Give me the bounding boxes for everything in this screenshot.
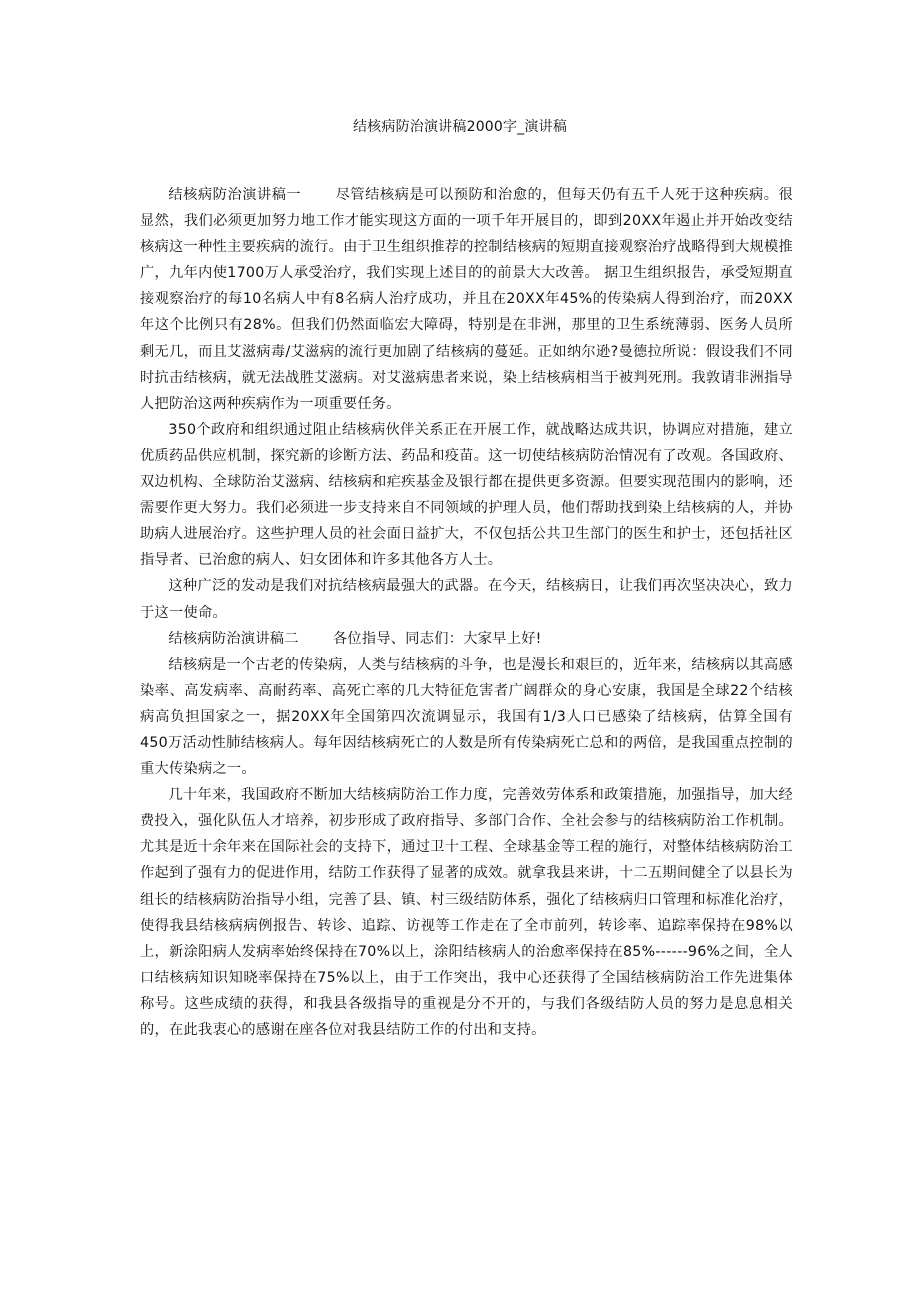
paragraph-6 xyxy=(140,782,793,1043)
section-heading-1: 结核病防治演讲稿一 xyxy=(168,187,302,203)
paragraph-2 xyxy=(140,417,793,574)
section-heading-2: 结核病防治演讲稿二 xyxy=(168,630,299,647)
paragraph-3-text: 这种广泛的发动是我们对抗结核病最强大的武器。在今天，结核病日，让我们再次坚决决心，致力于这一使命。 xyxy=(140,578,793,621)
paragraph-4 xyxy=(140,626,793,652)
paragraph-5 xyxy=(140,652,793,782)
document-title: 结核病防治演讲稿2000字_演讲稿 xyxy=(352,119,568,135)
paragraph-2-text: 350个政府和组织通过阻止结核病伙伴关系正在开展工作，就战略达成共识，协调应对措施，建立优质药品供应机制，探究新的诊断方法、药品和疫苗。这一切使结核病防治情况有了改观。各国政府、双边机构、全球防治艾滋病、结核病和疟疾基金及银行都在提供更多资源。但要实现范围内的影响，还需要作更大努力。我们必须进一步支持来自不同领域的护理人员，他们帮助找到染上结核病的人，并协助病人进展治疗。这些护理人员的社会面日益扩大，不仅包括公共卫生部门的医生和护士，还包括社区指导者、已治愈的病人、妇女团体和许多其他各方人士。 xyxy=(140,421,793,569)
paragraph-5-text: 结核病是一个古老的传染病，人类与结核病的斗争，也是漫长和艰巨的，近年来，结核病以其高感染率、高发病率、高耐药率、高死亡率的几大特征危害者广阔群众的身心安康，我国是全球22个结核病高负担国家之一，据20XX年全国第四次流调显示，我国有1/3人口已感染了结核病，估算全国有450万活动性肺结核病人。每年因结核病死亡的人数是所有传染病死亡总和的两倍，是我国重点控制的重大传染病之一。 xyxy=(140,656,793,778)
paragraph-1-text: 尽管结核病是可以预防和治愈的，但每天仍有五千人死于这种疾病。很显然，我们必须更加努力地工作才能实现这方面的一项千年开展目的，即到20XX年遏止并开始改变结核病这一种性主要疾病的流行。由于卫生组织推荐的控制结核病的短期直接观察治疗战略得到大规模推广，九年内使1700万人承受治疗，我们实现上述目的的前景大大改善。 据卫生组织报告，承受短期直接观察治疗的每10名病人中有8名病人治疗成功，并且在20XX年45%的传染病人得到治疗，而20XX年这个比例只有28%。但我们仍然面临宏大障碍，特别是在非洲，那里的卫生系统薄弱、医务人员所剩无几，而且艾滋病毒/艾滋病的流行更加剧了结核病的蔓延。正如纳尔逊?曼德拉所说：假设我们不同时抗击结核病，就无法战胜艾滋病。对艾滋病患者来说，染上结核病相当于被判死刑。我敦请非洲指导人把防治这两种疾病作为一项重要任务。 xyxy=(140,187,793,412)
paragraph-4-text: 各位指导、同志们：大家早上好! xyxy=(332,630,542,647)
paragraph-1 xyxy=(140,182,793,417)
paragraph-3 xyxy=(140,573,793,625)
document-body xyxy=(140,182,793,1043)
paragraph-6-text: 几十年来，我国政府不断加大结核病防治工作力度，完善效劳体系和政策措施，加强指导，加大经费投入，强化队伍人才培养，初步形成了政府指导、多部门合作、全社会参与的结核病防治工作机制。尤其是近十余年来在国际社会的支持下，通过卫十工程、全球基金等工程的施行，对整体结核病防治工作起到了强有力的促进作用，结防工作获得了显著的成效。就拿我县来讲，十二五期间健全了以县长为组长的结核病防治指导小组，完善了县、镇、村三级结防体系，强化了结核病归口管理和标准化治疗，使得我县结核病病例报告、转诊、追踪、访视等工作走在了全市前列，转诊率、追踪率保持在98%以上，新涂阳病人发病率始终保持在70%以上，涂阳结核病人的治愈率保持在85%------96%之间，全人口结核病知识知晓率保持在75%以上，由于工作突出，我中心还获得了全国结核病防治工作先进集体称号。这些成绩的获得，和我县各级指导的重视是分不开的，与我们各级结防人员的努力是息息相关的，在此我衷心的感谢在座各位对我县结防工作的付出和支持。 xyxy=(140,787,793,1038)
